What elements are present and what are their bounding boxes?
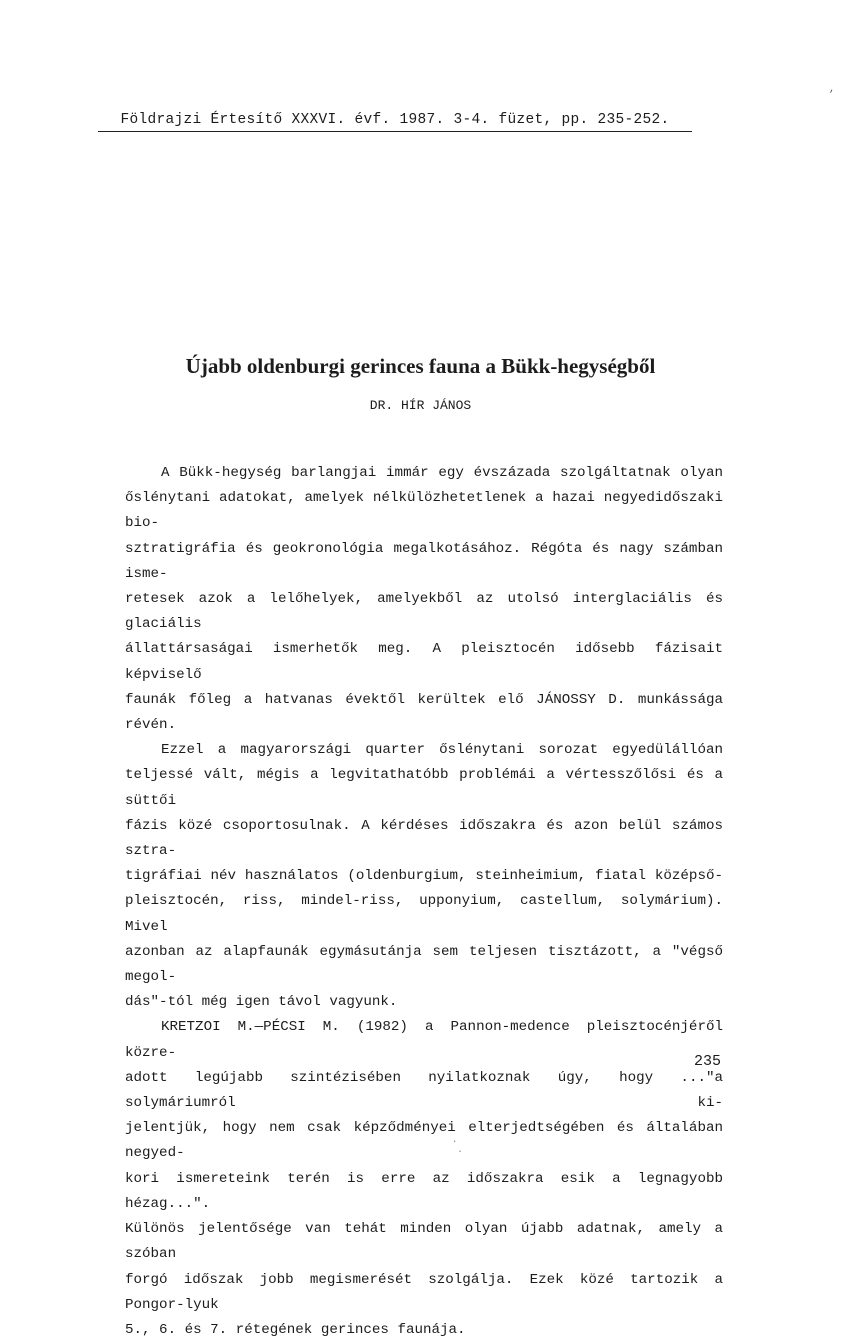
text-line: őslénytani adatokat, amelyek nélkülözhetetlenek a hazai negyedidőszaki bio- xyxy=(125,490,723,532)
journal-citation-header xyxy=(98,112,692,132)
text-line: Ezzel a magyarországi quarter őslénytani sorozat egyedülállóan xyxy=(161,742,723,759)
paragraph xyxy=(125,461,723,738)
text-line: jelentjük, hogy nem csak képződményei elterjedtségében és általában negyed- xyxy=(125,1120,723,1162)
text-line: faunák főleg a hatvanas évektől kerültek elő JÁNOSSY D. munkássága révén. xyxy=(125,691,723,734)
text-line: dás"-tól még igen távol vagyunk. xyxy=(125,994,398,1011)
text-line: A Bükk-hegység barlangjai immár egy évszázada szolgáltatnak olyan xyxy=(161,465,723,481)
scan-specks: . . xyxy=(452,1135,463,1155)
page-number: 235 xyxy=(694,1053,722,1070)
text-line: adott legújabb szintézisében nyilatkoznak úgy, hogy ..."a solymáriumról ki- xyxy=(125,1069,723,1112)
text-line: Különös jelentősége van tehát minden olyan újabb adatnak, amely a szóban xyxy=(125,1221,723,1263)
article-author: DR. HÍR JÁNOS xyxy=(369,398,472,413)
text-line: azonban az alapfaunák egymásutánja sem teljesen tisztázott, a "végső megol- xyxy=(125,943,723,986)
text-line: tigráfiai név használatos (oldenburgium, steinheimium, fiatal középső- xyxy=(125,868,723,885)
text-line: KRETZOI M.—PÉCSI M. (1982) a Pannon-medence pleisztocénjéről közre- xyxy=(125,1019,723,1061)
paragraph xyxy=(125,1015,723,1343)
text-line: kori ismereteink terén is erre az időszakra esik a legnagyobb hézag...". xyxy=(125,1170,723,1212)
paragraph xyxy=(125,738,723,1015)
scan-mark: , xyxy=(829,84,836,95)
text-line: forgó időszak jobb megismerését szolgálja. Ezek közé tartozik a Pongor-lyuk xyxy=(125,1271,723,1313)
text-line: retesek azok a lelőhelyek, amelyekből az utolsó interglaciális és glaciális xyxy=(125,591,723,633)
text-line: állattársaságai ismerhetők meg. A pleisztocén idősebb fázisait képviselő xyxy=(125,641,723,683)
article-title: Újabb oldenburgi gerinces fauna a Bükk-hegységből xyxy=(185,354,656,378)
text-line: pleisztocén, riss, mindel-riss, upponyium, castellum, solymárium). Mivel xyxy=(125,893,723,935)
text-line: teljessé vált, mégis a legvitathatóbb problémái a vértesszőlősi és a süttői xyxy=(125,767,723,809)
journal-citation: Földrajzi Értesítő XXXVI. évf. 1987. 3-4. füzet, pp. 235-252. xyxy=(120,112,670,128)
article-body xyxy=(125,461,723,1343)
text-line: sztratigráfia és geokronológia megalkotásához. Régóta és nagy számban isme- xyxy=(125,540,723,582)
text-line: 5., 6. és 7. rétegének gerinces faunája. xyxy=(125,1321,466,1338)
text-line: fázis közé csoportosulnak. A kérdéses időszakra és azon belül számos sztra- xyxy=(125,817,723,860)
